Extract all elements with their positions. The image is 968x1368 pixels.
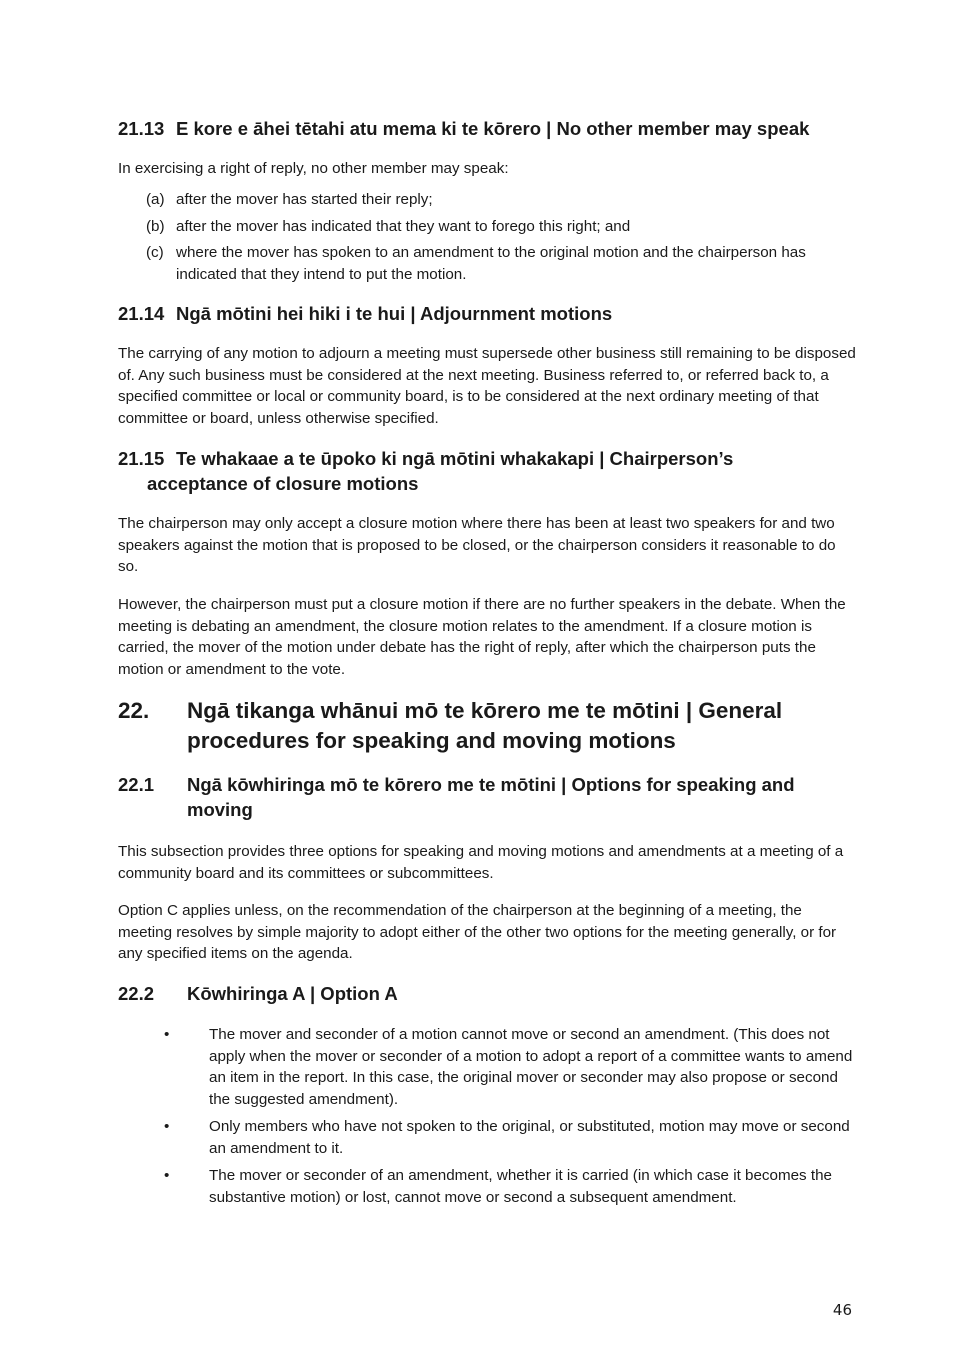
section-number: 22. <box>118 698 150 723</box>
heading-22-1 <box>118 772 858 822</box>
paragraph: Option C applies unless, on the recommendation of the chairperson at the beginning of a meeting, the meeting resolves by simple majority to adopt either of the other two options for the meeting generally, or for any specified items on the agenda. <box>118 902 837 963</box>
heading-21-13 <box>118 116 858 141</box>
heading-21-14 <box>118 301 858 326</box>
section-title-continued: acceptance of closure motions <box>147 473 419 494</box>
list-text: after the mover has indicated that they want to forego this right; and <box>176 218 631 235</box>
section-title-continued: procedures for speaking and moving motions <box>187 728 676 753</box>
list-item <box>146 216 858 238</box>
paragraph: The chairperson may only accept a closure motion where there has been at least two speakers for and two speakers against the motion that is proposed to be closed, or the chairperson considers it reasonable to do so. <box>118 515 836 576</box>
list-label: (c) <box>146 244 164 261</box>
section-title: Kōwhiringa A | Option A <box>187 983 398 1004</box>
section-number: 21.14 <box>118 303 165 324</box>
bullet-icon: • <box>164 1118 170 1135</box>
section-title: E kore e āhei tētahi atu mema ki te kōrero | No other member may speak <box>176 118 810 139</box>
list-text: after the mover has started their reply; <box>176 191 433 208</box>
list-item <box>146 189 858 211</box>
section-title: Ngā tikanga whānui mō te kōrero me te mōtini | General <box>187 698 783 723</box>
page-number: 46 <box>832 1301 852 1319</box>
bullet-text: The mover or seconder of an amendment, whether it is carried (in which case it becomes the substantive motion) or lost, cannot move or second a subsequent amendment. <box>209 1167 832 1206</box>
section-number: 22.1 <box>118 774 155 795</box>
heading-21-15 <box>118 446 858 496</box>
section-number: 21.13 <box>118 118 165 139</box>
section-number: 21.15 <box>118 448 165 469</box>
section-title: Ngā kōwhiringa mō te kōrero me te mōtini | Options for speaking and <box>187 774 795 795</box>
heading-22 <box>118 696 858 756</box>
paragraph: This subsection provides three options for speaking and moving motions and amendments at a meeting of a community board and its committees or subcommittees. <box>118 843 844 882</box>
bullet-text: Only members who have not spoken to the original, or substituted, motion may move or second an amendment to it. <box>209 1118 850 1157</box>
list-text: where the mover has spoken to an amendment to the original motion and the chairperson has indicated that they intend to put the motion. <box>176 244 806 283</box>
bullet-item <box>164 1116 858 1159</box>
bullet-item <box>164 1024 858 1111</box>
section-title-continued: moving <box>187 799 253 820</box>
list-label: (a) <box>146 191 165 208</box>
paragraph: The carrying of any motion to adjourn a meeting must supersede other business still remaining to be disposed of. Any such business must be considered at the next meeting. Business referred to, or referred back to, a specified committee or local or community board, is to be considered at the next ordinary meeting of that committee or board, unless otherwise specified. <box>118 345 856 428</box>
section-title: Te whakaae a te ūpoko ki ngā mōtini whakakapi | Chairperson’s <box>176 448 734 469</box>
paragraph: However, the chairperson must put a closure motion if there are no further speakers in the debate. When the meeting is debating an amendment, the closure motion relates to the amendment. If a closure motion is carried, the mover of the motion under debate has the right of reply, after which the chairperson puts the motion or amendment to the vote. <box>118 596 846 679</box>
list-item <box>146 242 858 285</box>
bullet-icon: • <box>164 1167 170 1184</box>
bullet-text: The mover and seconder of a motion cannot move or second an amendment. (This does not apply when the mover or seconder of a motion to adopt a report of a committee wants to amend an item in the report. In this case, the original mover or seconder may also propose or second the suggested amendment). <box>209 1026 853 1109</box>
bullet-item <box>164 1165 858 1208</box>
list-label: (b) <box>146 218 165 235</box>
heading-22-2 <box>118 981 858 1006</box>
section-number: 22.2 <box>118 983 155 1004</box>
paragraph: In exercising a right of reply, no other member may speak: <box>118 160 509 177</box>
bullet-icon: • <box>164 1026 170 1043</box>
section-title: Ngā mōtini hei hiki i te hui | Adjournment motions <box>176 303 613 324</box>
